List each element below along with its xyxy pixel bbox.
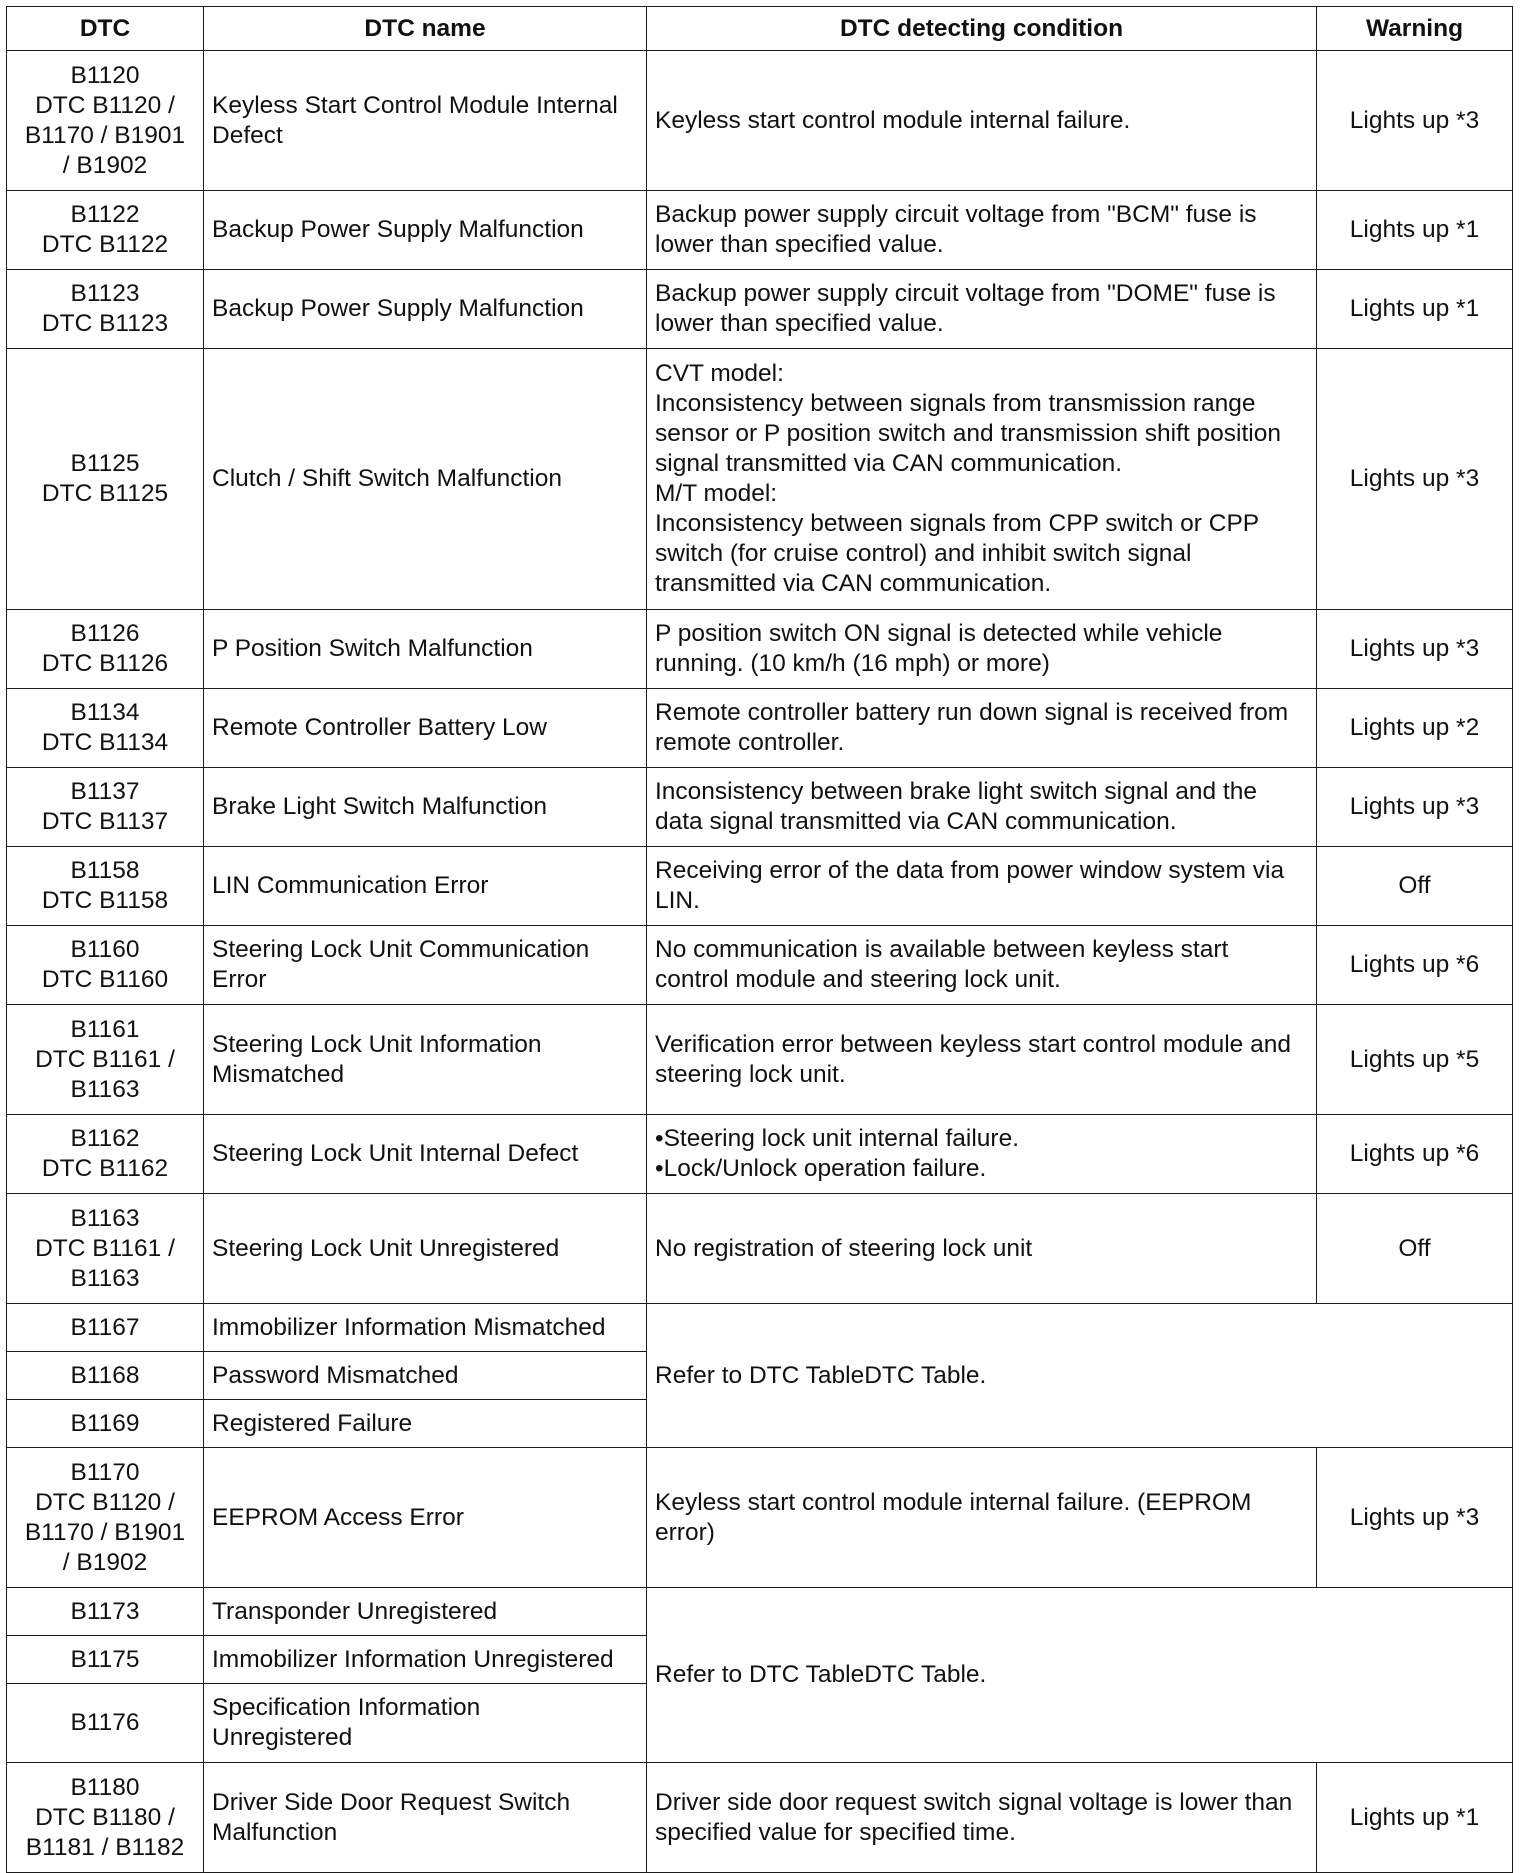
dtc-name: Steering Lock Unit Unregistered — [204, 1194, 647, 1304]
table-row — [7, 847, 1513, 926]
dtc-code: B1175 — [7, 1636, 204, 1684]
table-row — [7, 926, 1513, 1005]
dtc-code: B1125 DTC B1125 — [7, 349, 204, 610]
dtc-code: B1160 DTC B1160 — [7, 926, 204, 1005]
dtc-name: LIN Communication Error — [204, 847, 647, 926]
dtc-condition: Refer to DTC TableDTC Table. — [647, 1588, 1513, 1763]
dtc-warning: Off — [1317, 847, 1513, 926]
dtc-code: B1173 — [7, 1588, 204, 1636]
table-row — [7, 191, 1513, 270]
dtc-name: Driver Side Door Request Switch Malfunction — [204, 1763, 647, 1873]
dtc-condition: Verification error between keyless start control module and steering lock unit. — [647, 1005, 1317, 1115]
dtc-table — [6, 6, 1513, 1873]
dtc-warning: Lights up *3 — [1317, 768, 1513, 847]
dtc-condition: •Steering lock unit internal failure. •Lock/Unlock operation failure. — [647, 1115, 1317, 1194]
dtc-condition: Receiving error of the data from power window system via LIN. — [647, 847, 1317, 926]
dtc-name: Registered Failure — [204, 1400, 647, 1448]
dtc-code: B1180 DTC B1180 / B1181 / B1182 — [7, 1763, 204, 1873]
dtc-name: Specification Information Unregistered — [204, 1684, 647, 1763]
dtc-code: B1126 DTC B1126 — [7, 610, 204, 689]
header-dtc: DTC — [7, 7, 204, 51]
dtc-warning: Lights up *2 — [1317, 689, 1513, 768]
table-row — [7, 768, 1513, 847]
dtc-warning: Lights up *5 — [1317, 1005, 1513, 1115]
dtc-condition: Keyless start control module internal failure. — [647, 51, 1317, 191]
dtc-name: Steering Lock Unit Internal Defect — [204, 1115, 647, 1194]
table-row — [7, 270, 1513, 349]
dtc-condition: P position switch ON signal is detected while vehicle running. (10 km/h (16 mph) or more) — [647, 610, 1317, 689]
dtc-warning: Lights up *3 — [1317, 1448, 1513, 1588]
dtc-warning: Lights up *3 — [1317, 610, 1513, 689]
dtc-condition: Driver side door request switch signal voltage is lower than specified value for specified time. — [647, 1763, 1317, 1873]
dtc-warning: Lights up *1 — [1317, 191, 1513, 270]
dtc-condition: Backup power supply circuit voltage from "BCM" fuse is lower than specified value. — [647, 191, 1317, 270]
dtc-name: Brake Light Switch Malfunction — [204, 768, 647, 847]
dtc-warning: Lights up *3 — [1317, 51, 1513, 191]
dtc-code: B1134 DTC B1134 — [7, 689, 204, 768]
dtc-warning: Lights up *6 — [1317, 1115, 1513, 1194]
table-row — [7, 1448, 1513, 1588]
table-row — [7, 1005, 1513, 1115]
table-row — [7, 1194, 1513, 1304]
dtc-name: P Position Switch Malfunction — [204, 610, 647, 689]
dtc-name: Clutch / Shift Switch Malfunction — [204, 349, 647, 610]
dtc-condition: Remote controller battery run down signal is received from remote controller. — [647, 689, 1317, 768]
dtc-warning: Lights up *6 — [1317, 926, 1513, 1005]
dtc-condition: No registration of steering lock unit — [647, 1194, 1317, 1304]
dtc-name: Remote Controller Battery Low — [204, 689, 647, 768]
dtc-code: B1120 DTC B1120 / B1170 / B1901 / B1902 — [7, 51, 204, 191]
dtc-name: EEPROM Access Error — [204, 1448, 647, 1588]
dtc-warning: Lights up *3 — [1317, 349, 1513, 610]
dtc-code: B1162 DTC B1162 — [7, 1115, 204, 1194]
table-row — [7, 689, 1513, 768]
dtc-name: Immobilizer Information Unregistered — [204, 1636, 647, 1684]
table-row — [7, 1115, 1513, 1194]
dtc-code: B1176 — [7, 1684, 204, 1763]
dtc-name: Transponder Unregistered — [204, 1588, 647, 1636]
dtc-name: Steering Lock Unit Communication Error — [204, 926, 647, 1005]
dtc-code: B1167 — [7, 1304, 204, 1352]
dtc-code: B1137 DTC B1137 — [7, 768, 204, 847]
table-row — [7, 51, 1513, 191]
header-detecting-condition: DTC detecting condition — [647, 7, 1317, 51]
dtc-condition: Inconsistency between brake light switch signal and the data signal transmitted via CAN communication. — [647, 768, 1317, 847]
dtc-condition: Backup power supply circuit voltage from "DOME" fuse is lower than specified value. — [647, 270, 1317, 349]
dtc-name: Backup Power Supply Malfunction — [204, 270, 647, 349]
table-row — [7, 1763, 1513, 1873]
dtc-condition: Refer to DTC TableDTC Table. — [647, 1304, 1513, 1448]
dtc-name: Steering Lock Unit Information Mismatched — [204, 1005, 647, 1115]
dtc-name: Immobilizer Information Mismatched — [204, 1304, 647, 1352]
dtc-code: B1161 DTC B1161 / B1163 — [7, 1005, 204, 1115]
header-warning: Warning — [1317, 7, 1513, 51]
dtc-code: B1170 DTC B1120 / B1170 / B1901 / B1902 — [7, 1448, 204, 1588]
dtc-warning: Off — [1317, 1194, 1513, 1304]
dtc-code: B1168 — [7, 1352, 204, 1400]
dtc-condition: No communication is available between keyless start control module and steering lock unit. — [647, 926, 1317, 1005]
dtc-warning: Lights up *1 — [1317, 1763, 1513, 1873]
dtc-name: Keyless Start Control Module Internal Defect — [204, 51, 647, 191]
dtc-condition: CVT model: Inconsistency between signals from transmission range sensor or P position switch and transmission shift position signal transmitted via CAN communication. M/T model: Inconsistency between signals from CPP switch or CPP switch (for cruise control) and inhibit switch signal transmitted via CAN communication. — [647, 349, 1317, 610]
table-row — [7, 1304, 1513, 1352]
header-dtc-name: DTC name — [204, 7, 647, 51]
table-row — [7, 1588, 1513, 1636]
table-row — [7, 610, 1513, 689]
table-row — [7, 349, 1513, 610]
dtc-name: Backup Power Supply Malfunction — [204, 191, 647, 270]
dtc-code: B1158 DTC B1158 — [7, 847, 204, 926]
dtc-code: B1163 DTC B1161 / B1163 — [7, 1194, 204, 1304]
dtc-code: B1123 DTC B1123 — [7, 270, 204, 349]
header-row — [7, 7, 1513, 51]
dtc-warning: Lights up *1 — [1317, 270, 1513, 349]
dtc-name: Password Mismatched — [204, 1352, 647, 1400]
dtc-code: B1122 DTC B1122 — [7, 191, 204, 270]
dtc-condition: Keyless start control module internal failure. (EEPROM error) — [647, 1448, 1317, 1588]
dtc-code: B1169 — [7, 1400, 204, 1448]
